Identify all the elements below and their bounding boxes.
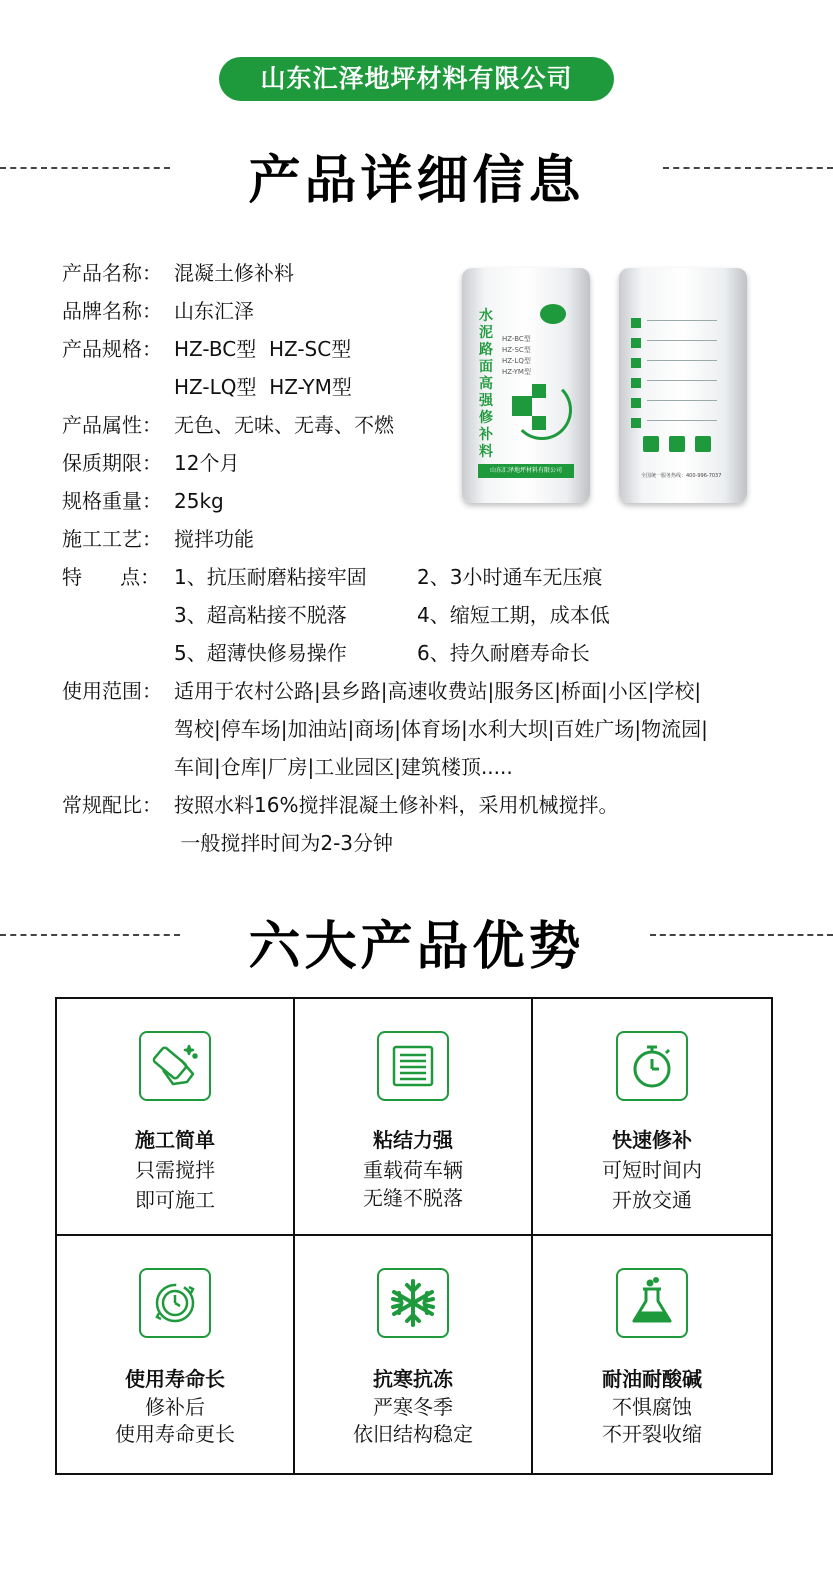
advantage-line: 重载荷车辆 — [363, 1158, 463, 1182]
info-label: 产品名称： — [62, 261, 162, 285]
bag-badge-icon — [695, 436, 711, 452]
divider-right — [650, 934, 833, 936]
info-value: 25kg — [174, 489, 224, 513]
info-label: 使用范围： — [62, 679, 162, 703]
product-bag-front — [462, 268, 590, 503]
info-value-cont: 3、超高粘接不脱落 — [174, 603, 347, 627]
bag-company-strip: 山东汇泽地坪材料有限公司 — [478, 464, 574, 478]
advantage-line: 开放交通 — [612, 1188, 692, 1212]
bag-feature-text-lines — [647, 320, 717, 430]
advantage-line: 依旧结构稳定 — [353, 1422, 473, 1446]
info-value-cont: 车间|仓库|厂房|工业园区|建筑楼顶..... — [174, 755, 513, 779]
advantage-title: 耐油耐酸碱 — [602, 1367, 702, 1391]
info-value: 无色、无味、无毒、不燃 — [174, 413, 394, 437]
info-value-cont: 驾校|停车场|加油站|商场|体育场|水利大坝|百姓广场|物流园| — [174, 717, 708, 741]
advantage-card — [295, 999, 533, 1236]
info-value: 按照水料16%搅拌混凝土修补料，采用机械搅拌。 — [174, 793, 619, 817]
info-value: 混凝土修补料 — [174, 261, 294, 285]
info-value: 2、3小时通车无压痕 — [417, 565, 603, 589]
advantage-title: 快速修补 — [612, 1128, 692, 1152]
info-label: 常规配比： — [62, 793, 162, 817]
info-label: 品牌名称： — [62, 299, 162, 323]
bag-type: HZ-YM型 — [502, 368, 531, 376]
advantage-title: 施工简单 — [135, 1128, 215, 1152]
bag-feature-icon — [631, 318, 641, 328]
advantage-line: 可短时间内 — [602, 1158, 702, 1182]
info-label: 特 点： — [62, 565, 161, 589]
product-bag-back — [619, 268, 747, 503]
info-value: 搅拌功能 — [174, 527, 254, 551]
info-value: 1、抗压耐磨粘接牢固 — [174, 565, 367, 589]
info-value-cont: HZ-LQ型 HZ-YM型 — [174, 375, 352, 399]
bag-type: HZ-LQ型 — [502, 357, 531, 365]
advantage-line: 使用寿命更长 — [115, 1422, 235, 1446]
advantage-card — [533, 1236, 771, 1473]
bag-hotline: 全国统一服务热线：400-996-7037 — [641, 473, 722, 479]
layers-icon — [377, 1031, 449, 1101]
bag-arc-icon — [512, 380, 572, 440]
flask-icon — [616, 1268, 688, 1338]
advantage-line: 严寒冬季 — [373, 1395, 453, 1419]
advantage-title: 抗寒抗冻 — [373, 1367, 453, 1391]
advantage-card — [57, 999, 295, 1236]
advantage-title: 使用寿命长 — [125, 1367, 225, 1391]
bag-type: HZ-BC型 — [502, 335, 531, 343]
bag-feature-icon — [631, 338, 641, 348]
bag-badge-icon — [669, 436, 685, 452]
advantage-line: 不惧腐蚀 — [612, 1395, 692, 1419]
bag-feature-icon — [631, 398, 641, 408]
info-label: 保质期限： — [62, 451, 162, 475]
section-title-advantages: 六大产品优势 — [248, 917, 585, 977]
advantage-line: 即可施工 — [135, 1188, 215, 1212]
bag-type-list — [502, 334, 531, 378]
bag-feature-icon — [631, 378, 641, 388]
advantage-line: 不开裂收缩 — [602, 1422, 702, 1446]
info-value-cont: 4、缩短工期，成本低 — [417, 603, 610, 627]
advantage-line: 无缝不脱落 — [363, 1186, 463, 1210]
info-label: 规格重量： — [62, 489, 162, 513]
bag-feature-icon — [631, 418, 641, 428]
advantage-card — [295, 1236, 533, 1473]
info-value-cont: 6、持久耐磨寿命长 — [417, 641, 590, 665]
snowflake-icon — [377, 1268, 449, 1338]
advantages-grid — [55, 997, 773, 1475]
info-label: 施工工艺： — [62, 527, 162, 551]
hand-wipe-icon — [139, 1031, 211, 1101]
divider-right — [663, 167, 833, 169]
advantage-card — [533, 999, 771, 1236]
bag-feature-icon — [631, 358, 641, 368]
info-value: HZ-BC型 HZ-SC型 — [174, 337, 352, 361]
info-label: 产品规格： — [62, 337, 162, 361]
section-title-details: 产品详细信息 — [248, 151, 585, 211]
bag-badge-icon — [643, 436, 659, 452]
info-value-cont: 一般搅拌时间为2-3分钟 — [174, 831, 394, 855]
stopwatch-icon — [616, 1031, 688, 1101]
bag-logo-icon — [540, 304, 566, 324]
info-value-cont: 5、超薄快修易操作 — [174, 641, 347, 665]
info-value: 山东汇泽 — [174, 299, 254, 323]
info-value: 适用于农村公路|县乡路|高速收费站|服务区|桥面|小区|学校| — [174, 679, 702, 703]
bag-type: HZ-SC型 — [502, 346, 531, 354]
advantage-line: 只需搅拌 — [135, 1158, 215, 1182]
bag-product-name: 水泥路面高强修补料 — [479, 308, 493, 460]
info-label: 产品属性： — [62, 413, 162, 437]
advantage-card — [57, 1236, 295, 1473]
info-value: 12个月 — [174, 451, 240, 475]
clock-cycle-icon — [139, 1268, 211, 1338]
company-name-banner: 山东汇泽地坪材料有限公司 — [219, 57, 614, 101]
advantage-line: 修补后 — [145, 1395, 205, 1419]
advantage-title: 粘结力强 — [373, 1128, 453, 1152]
